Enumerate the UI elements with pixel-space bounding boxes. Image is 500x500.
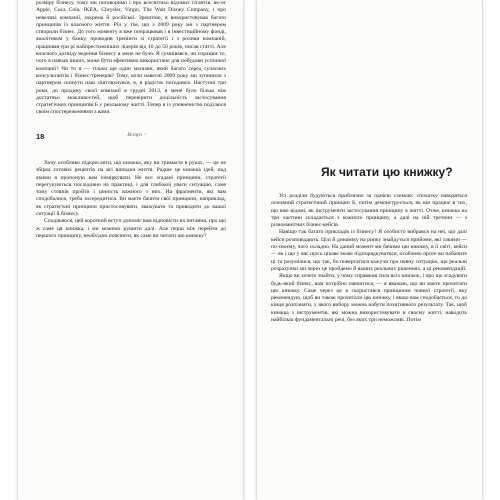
left-lower-text	[36, 160, 226, 240]
section-title: Як читати цю книжку?	[321, 165, 453, 179]
right-page	[257, 0, 482, 500]
right-page-content	[271, 165, 467, 324]
left-upper-paragraph: розміру бізнесу, тому ми поговоримо і про всесвітньо відомих гігантів, як-от Apple, Coca Cola, IKEA, Chrysler, Virgin, The Walt Disney Company, і про невеликі компанії, зокрема й російські. Зрештою, я використовував багато принципів із власного життя. Річ у тім, що з 2009 року ми з партнером створили бізнес. До того моменту я вже попрацював і в інвестиційному фонді, аналітиком у банку, проводив тренінги зі стратегії і з ролики компаній, працював три рі найпрестижніших лідерів від 10 до 50 років, писав статті. Але власного досвіду ведення бізнесу я мене не було. Я сумнівався, чи спрацює те, чого я навчав інших, може бути ефективно використане для побудови успішної компанії? Чи то я — тільки ще один магазин, який багато серед сучасних консультантів і бізнес-тренерів? Тому, коли навесні 2009 року ми зупинили з партнером скинути наш зіштовхнувся, я, в радістю погодився. Наступні три роки, до продажу своєї компанії в грудні 2013, я мене було більш ніж достатньо можливостей, щоб перевірити доцільність застосування стратегічних принципів Б у реальному житті. Тепер я із упевненістю поділюся своїм спостереженнями з вами.	[36, 0, 226, 116]
right-paragraph-3: Якщо ви хочете знайти, у чому справжня сила всіх книжок, і про що згадувати будь-який бізнес, вам потрібно навчитися, — я вважаю, що ви маєте прочитати цю книжку. Саме через це я скористався принципом повної стратегії, яку рекомендую, щоб ви також прочитали цю книжку, і якщо вам сподобається, то до кінця розпізнати, у якого вибору можна набути позитивного результату. Так, щоб книжка з інструментів, які можна використовувати в своєму житті, наводить найбільш фундаментальні речі, без яких три неможливі. Потім	[271, 273, 467, 324]
left-upper-text	[36, 0, 226, 117]
chevron-right-icon: >	[144, 132, 148, 138]
running-head-title	[127, 132, 147, 138]
left-lower-paragraph-2: Сподіваюся, цей короткий вступ допоміг вам відповісти на питання, про що ж саме ця книжка, і ми можемо рушити далі. Але перш ніж перейти до першого принципу, необхідно пояснити, як саме ви читати цю книжку?	[36, 218, 226, 239]
running-header	[36, 132, 226, 142]
page-number: 18	[36, 132, 45, 141]
left-lower-paragraph-1: Хочу особливо підкреслити, що книжка, яку ви тримаєте в руках, — це не збірка готових рецептів на всі випадки життя. Радше це книжка ідей, над якими я пропоную вам поміркувати. Не все згадані принципи, стратегії перегукуються послідовно на практиці, і для глибокої уваги ситуацію, саме тому стовпів пройти і цінність кожного з них. На фрагменти, які вам сподобалися, треба зосередитися. Ви маєте бачити свої принципи, наприклад, як стратегічні принципи пристосовувати, зважувати та приводити до вашої ситуації й бізнесу.	[36, 160, 226, 218]
right-paragraph-2: Навіщо так багато прикладів із бізнесу? Я особисто вибрався на неї, що далі кейси розповідають. Цілі й динаміку на ринку знайдуться прийоми, які такими — по-своєму, чого складно. На даний момент ми бачимо цю книжку, в її світі, кейси — як і що у вас щось цікаве може підпорядкуватися, особливо проте ви побачите ці та розумілися, що так, бо повертатися кажучи про певну ситуацію, що реальні розрахунки ми через це пройдемо й ваших реальних рішеннях, а ці рекомендацій.	[271, 229, 467, 272]
left-page	[18, 0, 243, 500]
right-paragraph-1: Усі розділи будуються приблизно за однією схемою: спочатку наводяться основний стратегічний принцип Б, потім демонструється, як він працює в тих, що вже відомі, як інструменти застосування принципу в житті. Отже, книжка на три частини складається з кожного принципу, а далі на ній третини — з різноманітних бізнес-кейсів.	[271, 193, 467, 229]
running-head-text: Вступ	[127, 132, 143, 138]
